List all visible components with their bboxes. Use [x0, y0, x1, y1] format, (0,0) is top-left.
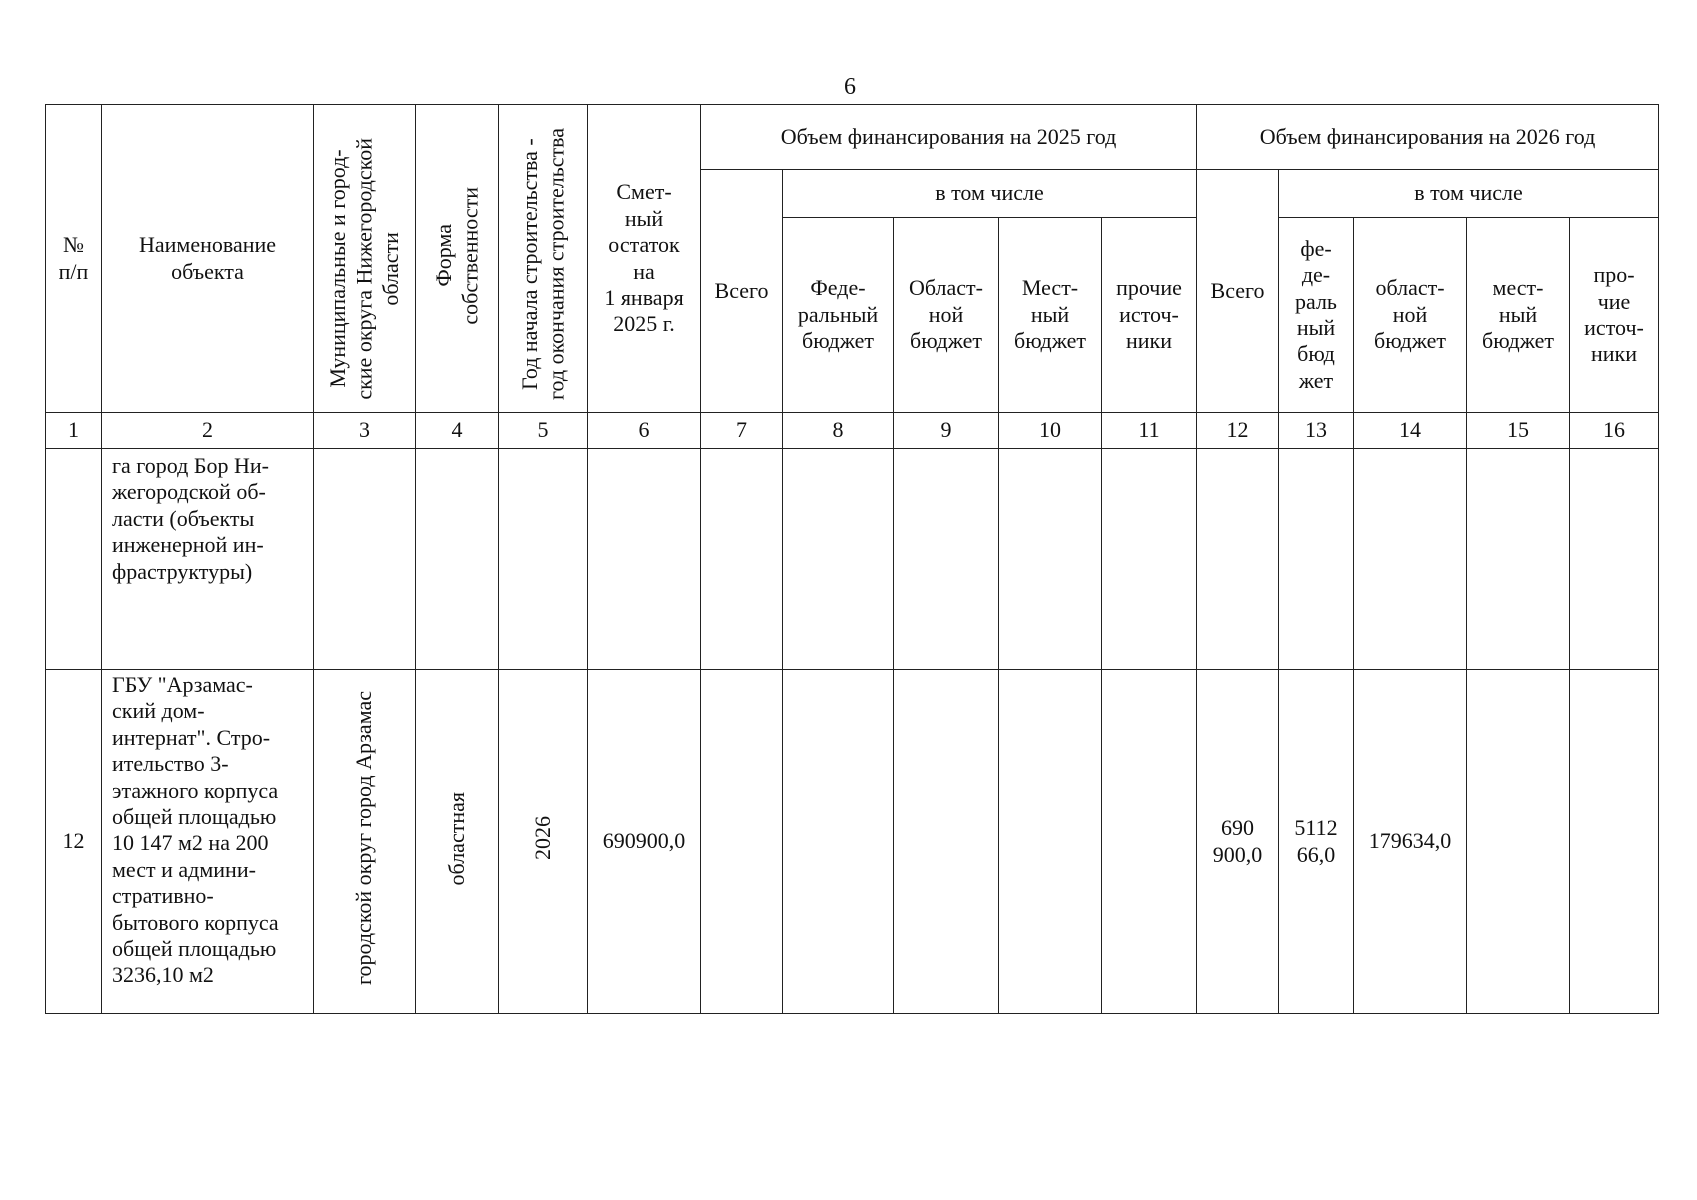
ownership-cell: областная [416, 670, 499, 1014]
table-cell [894, 670, 999, 1014]
header-regional-2025: Област- ной бюджет [894, 218, 999, 413]
table-cell [999, 449, 1102, 670]
table-cell [1467, 449, 1570, 670]
table-cell [46, 449, 102, 670]
table-row [46, 670, 1659, 1014]
column-number: 7 [701, 413, 783, 449]
table-row [46, 449, 1659, 670]
column-number: 2 [102, 413, 314, 449]
years-cell: 2026 [499, 670, 588, 1014]
header-ownership: Форма собственности [416, 105, 499, 413]
header-balance: Смет- ный остаток на 1 января 2025 г. [588, 105, 701, 413]
table-cell [1570, 670, 1659, 1014]
table-cell [701, 670, 783, 1014]
header-local-2025: Мест- ный бюджет [999, 218, 1102, 413]
header-other-2025: прочие источ- ники [1102, 218, 1197, 413]
header-years: Год начала строительства - год окончания строительства [499, 105, 588, 413]
row-number: 12 [46, 670, 102, 1014]
table-cell [999, 670, 1102, 1014]
header-regional-2026: област- ной бюджет [1354, 218, 1467, 413]
table-cell [1102, 449, 1197, 670]
table-cell [783, 449, 894, 670]
header-row-1 [46, 105, 1659, 170]
table-cell [588, 449, 701, 670]
table-cell [499, 449, 588, 670]
column-number: 4 [416, 413, 499, 449]
column-number: 11 [1102, 413, 1197, 449]
column-number: 13 [1279, 413, 1354, 449]
regional-2026-cell: 179634,0 [1354, 670, 1467, 1014]
header-federal-2026: фе- де- раль ный бюд жет [1279, 218, 1354, 413]
table-cell [1279, 449, 1354, 670]
header-local-2026: мест- ный бюджет [1467, 218, 1570, 413]
column-number: 9 [894, 413, 999, 449]
table-cell [1467, 670, 1570, 1014]
column-number-row [46, 413, 1659, 449]
table-cell [1354, 449, 1467, 670]
column-number: 8 [783, 413, 894, 449]
column-number: 16 [1570, 413, 1659, 449]
table-cell [1197, 449, 1279, 670]
header-name: Наименование объекта [102, 105, 314, 413]
column-number: 15 [1467, 413, 1570, 449]
column-number: 1 [46, 413, 102, 449]
table-cell [1102, 670, 1197, 1014]
table-cell [701, 449, 783, 670]
header-num: № п/п [46, 105, 102, 413]
municipality-cell: городской округ город Арзамас [314, 670, 416, 1014]
column-number: 3 [314, 413, 416, 449]
table-cell [314, 449, 416, 670]
header-other-2026: про- чие источ- ники [1570, 218, 1659, 413]
column-number: 14 [1354, 413, 1467, 449]
object-name: ГБУ "Арзамас- ский дом- интернат". Стро- ительство 3- этажного корпуса общей площадью 10 147 м2 на 200 мест и админи- стративно- бытового корпуса общей площадью 3236,10 м2 [102, 670, 314, 1014]
header-group-2026: Объем финансирования на 2026 год [1197, 105, 1659, 170]
federal-2026-cell: 5112 66,0 [1279, 670, 1354, 1014]
column-number: 6 [588, 413, 701, 449]
balance-cell: 690900,0 [588, 670, 701, 1014]
total-2026-cell: 690 900,0 [1197, 670, 1279, 1014]
table-cell [416, 449, 499, 670]
column-number: 10 [999, 413, 1102, 449]
header-federal-2025: Феде- ральный бюджет [783, 218, 894, 413]
header-incl-2025: в том числе [783, 170, 1197, 218]
column-number: 12 [1197, 413, 1279, 449]
header-incl-2026: в том числе [1279, 170, 1659, 218]
table-cell [783, 670, 894, 1014]
header-total-2025: Всего [701, 170, 783, 413]
column-number: 5 [499, 413, 588, 449]
table-cell [1570, 449, 1659, 670]
header-total-2026: Всего [1197, 170, 1279, 413]
object-name: га город Бор Ни- жегородской об- ласти (объекты инженерной ин- фраструктуры) [102, 449, 314, 670]
page-number: 6 [844, 74, 856, 100]
financing-table [45, 104, 1659, 1014]
header-group-2025: Объем финансирования на 2025 год [701, 105, 1197, 170]
header-municipality: Муниципальные и город- ские округа Нижегородской области [314, 105, 416, 413]
table-cell [894, 449, 999, 670]
